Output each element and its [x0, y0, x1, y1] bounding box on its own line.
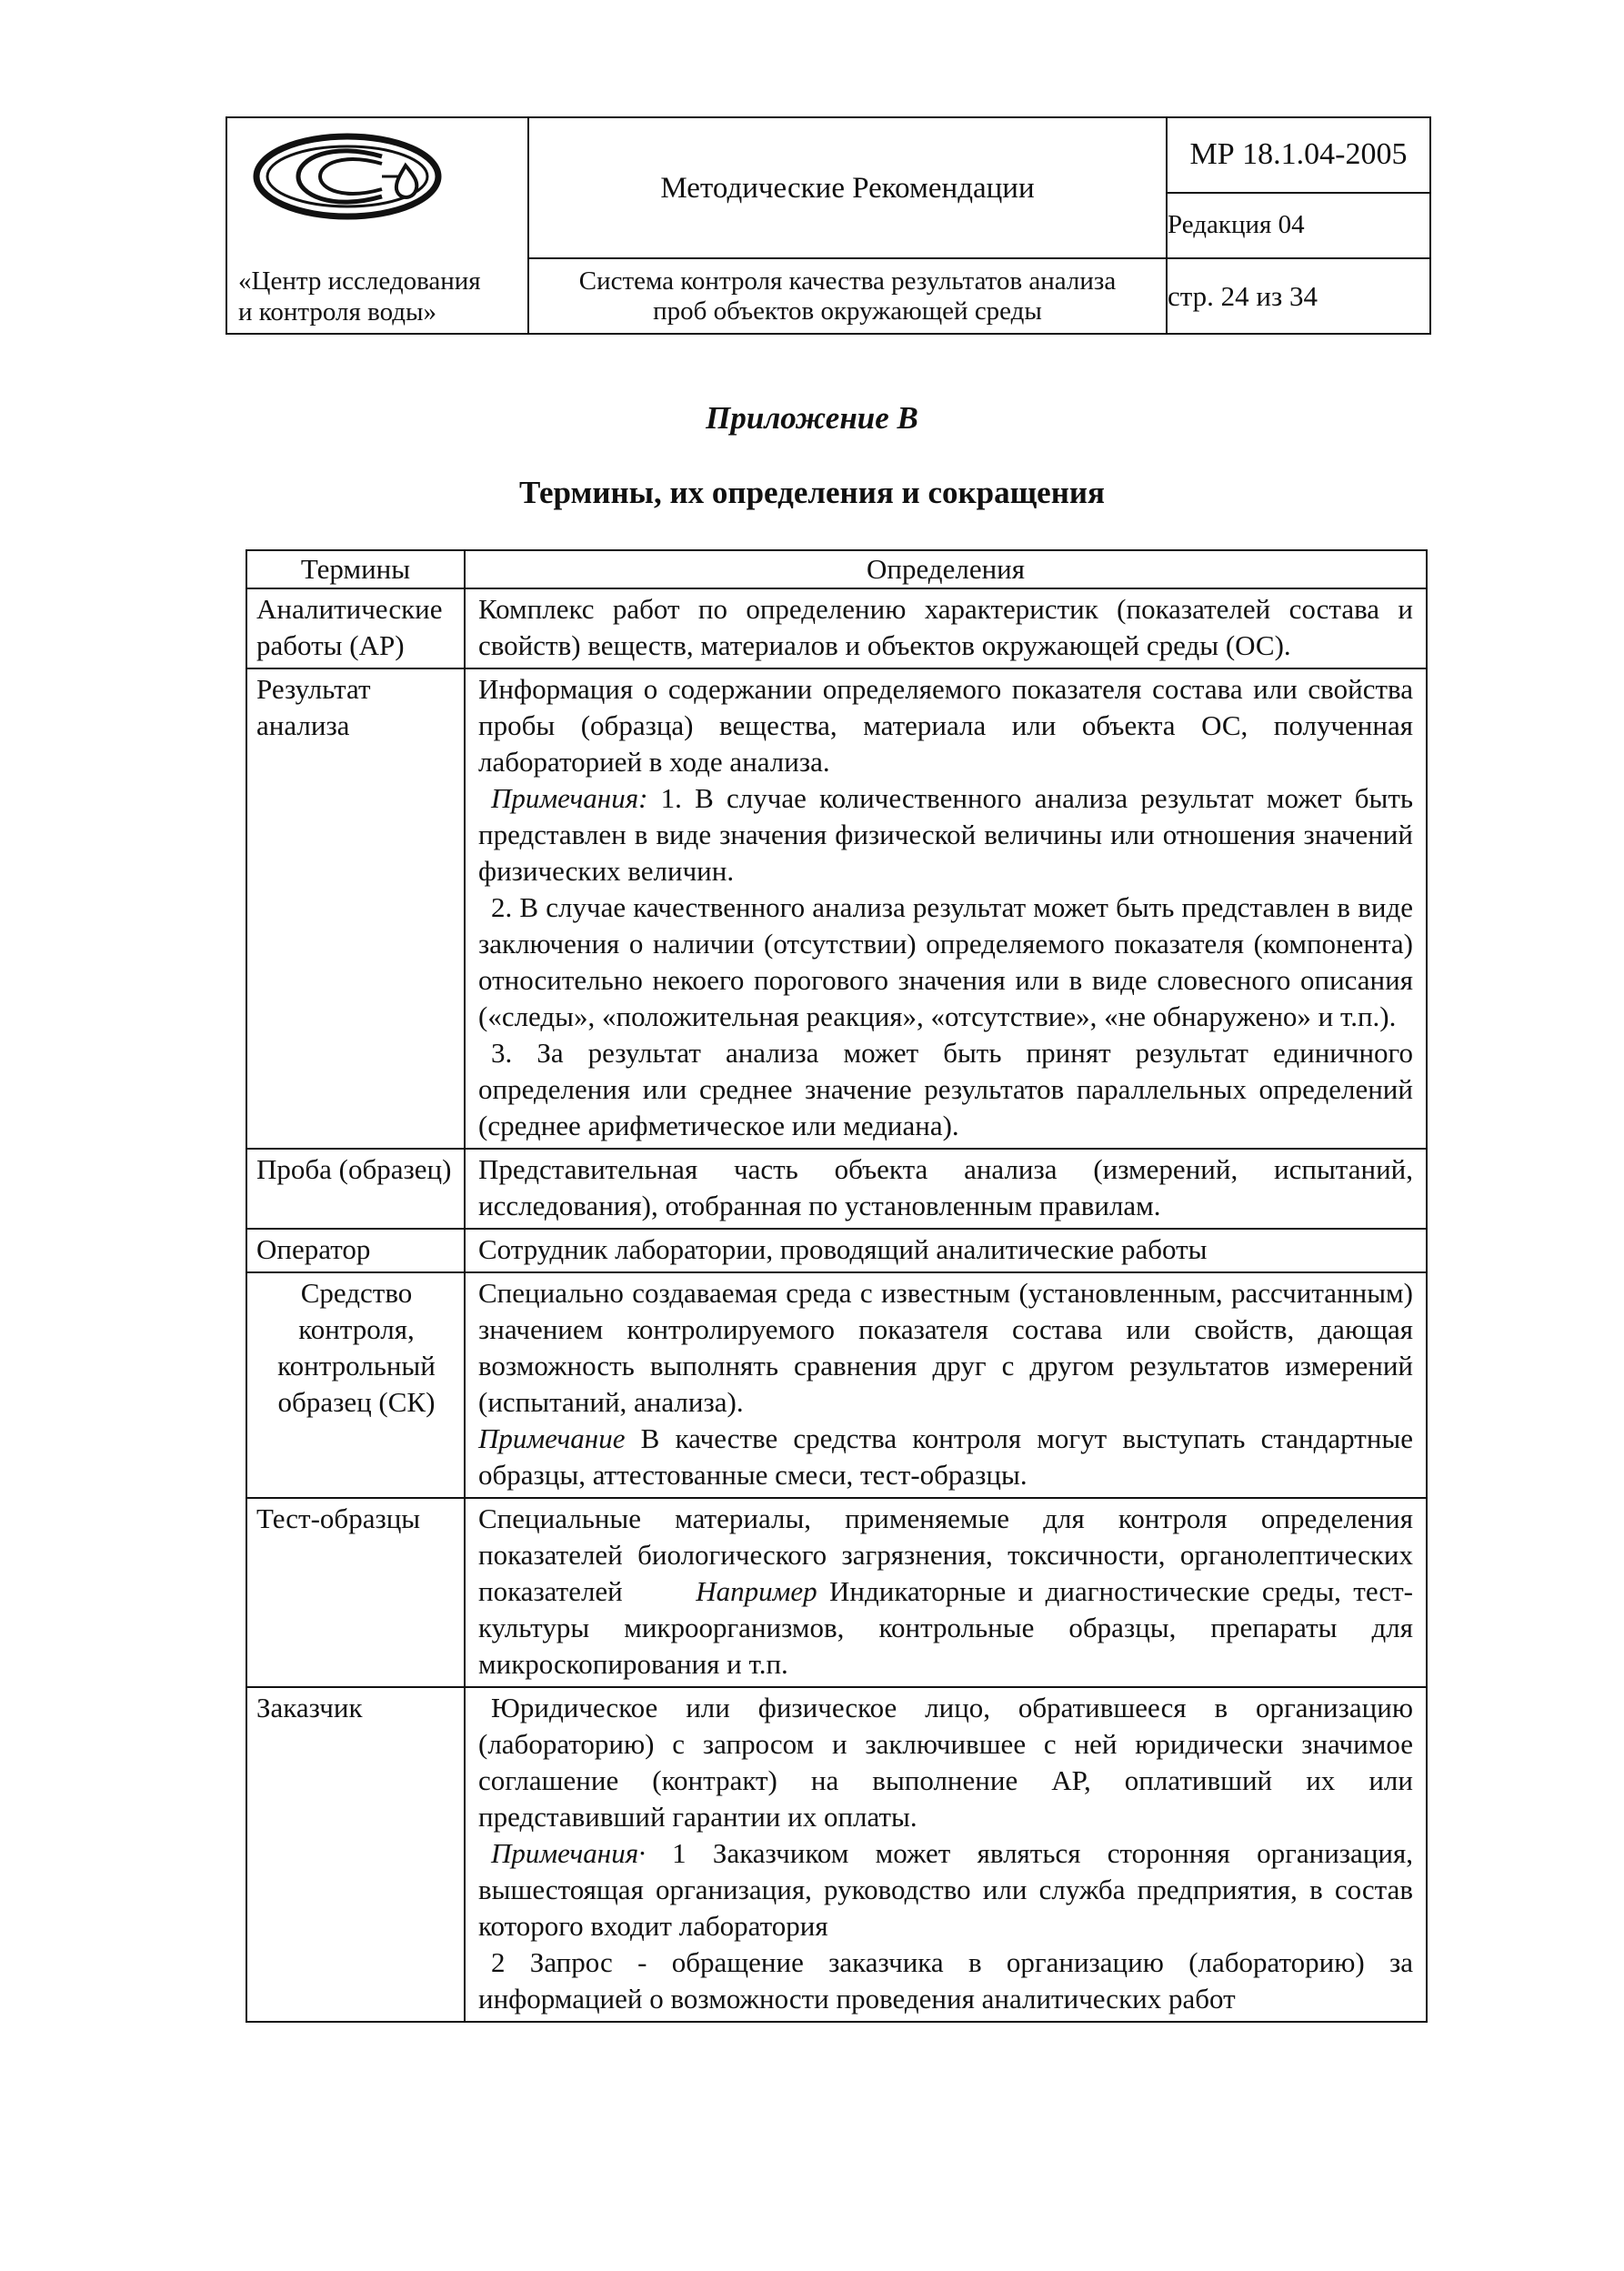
- organization-name-line1: «Центр исследования: [238, 266, 481, 296]
- definition-text: Специально создаваемая среда с известным (установленным, рассчитанным) значением контролируемого показателя состава или свойств, дающая возможность выполнять сравнения друг с другом результатов измерений (испытаний, анализа).: [478, 1277, 1413, 1418]
- organization-logo-icon: [246, 129, 455, 229]
- definition-note: [478, 780, 1413, 889]
- table-row: [246, 1272, 1427, 1498]
- term-cell: Проба (образец): [246, 1149, 465, 1229]
- definition-text: Юридическое или физическое лицо, обратившееся в организацию (лабораторию) с запросом и заключившее с ней юридически значимое соглашение (контракт) на выполнение АР, оплативший их или представивший гарантии их оплаты.: [478, 1692, 1413, 1833]
- definition-cell: Комплекс работ по определению характеристик (показателей состава и свойств) веществ, материалов и объектов окружающей среды (ОС).: [465, 588, 1427, 668]
- term-cell: Оператор: [246, 1229, 465, 1272]
- document-title: [528, 258, 1167, 334]
- annex-label: Приложение В: [706, 400, 918, 436]
- term-cell: Результат анализа: [246, 668, 465, 1149]
- table-row: [246, 1229, 1427, 1272]
- document-code: МР 18.1.04-2005: [1167, 117, 1430, 193]
- definition-note: 2. В случае качественного анализа результат может быть представлен в виде заключения о наличии (отсутствии) определяемого показателя (компонента) относительно некоего порогового значения или в виде словесного описания («следы», «положительная реакция», «отсутствие», «не обнаружено» и т.п.).: [478, 891, 1413, 1032]
- term-cell: Заказчик: [246, 1687, 465, 2022]
- table-row: [246, 668, 1427, 1149]
- note-text: 1. В случае количественного анализа результат может быть представлен в виде значения физической величины или отношения значений физических величин.: [478, 782, 1414, 887]
- definition-cell: [465, 1272, 1427, 1498]
- document-header: [226, 116, 1431, 335]
- term-cell: Средство контроля, контрольный образец (СК): [246, 1272, 465, 1498]
- document-title-line2: проб объектов окружающей среды: [653, 296, 1042, 326]
- table-header-row: [246, 550, 1427, 588]
- table-row: [246, 1687, 1427, 2022]
- table-row: [246, 1498, 1427, 1687]
- organization-name-line2: и контроля воды»: [238, 297, 437, 327]
- term-cell: Тест-образцы: [246, 1498, 465, 1687]
- logo-cell: [226, 117, 528, 334]
- definition-cell: Представительная часть объекта анализа (измерений, испытаний, исследования), отобранная по установленным правилам.: [465, 1149, 1427, 1229]
- definition-cell: Сотрудник лаборатории, проводящий аналитические работы: [465, 1229, 1427, 1272]
- terms-table: [246, 549, 1428, 2023]
- definition-text: Специальные материалы, применяемые для контроля определения показателей биологического загрязнения, токсичности, органолептических показателей: [478, 1502, 1413, 1607]
- example-label: Например: [696, 1575, 817, 1607]
- column-header-definitions: Определения: [465, 550, 1427, 588]
- definition-note: 3. За результат анализа может быть принят результат единичного определения или среднее значение результатов параллельных определений (среднее арифметическое или медиана).: [478, 1037, 1413, 1141]
- definition-note: [478, 1835, 1413, 1944]
- definition-note: 2 Запрос - обращение заказчика в организацию (лабораторию) за информацией о возможности проведения аналитических работ: [478, 1946, 1413, 2015]
- note-label: Примечания·: [491, 1837, 646, 1869]
- document-title-line1: Система контроля качества результатов анализа: [578, 266, 1117, 296]
- note-text: 1 Заказчиком может являться сторонняя организация, вышестоящая организация, руководство или служба предприятия, в состав которого входит лаборатория: [478, 1837, 1414, 1942]
- document-revision: Редакция 04: [1167, 193, 1430, 259]
- definition-cell: [465, 1687, 1427, 2022]
- definition-note: [478, 1421, 1413, 1493]
- example-text: Индикаторные и диагностические среды, тест-культуры микроорганизмов, контрольные образцы, препараты для микроскопирования и т.п.: [478, 1575, 1414, 1680]
- table-row: [246, 588, 1427, 668]
- table-row: [246, 1149, 1427, 1229]
- definition-cell: [465, 668, 1427, 1149]
- note-text: В качестве средства контроля могут выступать стандартные образцы, аттестованные смеси, тест-образцы.: [478, 1422, 1413, 1491]
- term-cell: Аналитические работы (АР): [246, 588, 465, 668]
- definition-text: Информация о содержании определяемого показателя состава или свойства пробы (образца) вещества, материала или объекта ОС, полученная лабораторией в ходе анализа.: [478, 673, 1413, 778]
- note-label: Примечание: [478, 1422, 626, 1454]
- column-header-terms: Термины: [246, 550, 465, 588]
- annex-title: Термины, их определения и сокращения: [519, 475, 1105, 510]
- note-label: Примечания:: [491, 782, 648, 814]
- organization-name: [238, 266, 527, 327]
- document-type: Методические Рекомендации: [528, 117, 1167, 258]
- page-number: стр. 24 из 34: [1167, 258, 1430, 334]
- definition-cell: [465, 1498, 1427, 1687]
